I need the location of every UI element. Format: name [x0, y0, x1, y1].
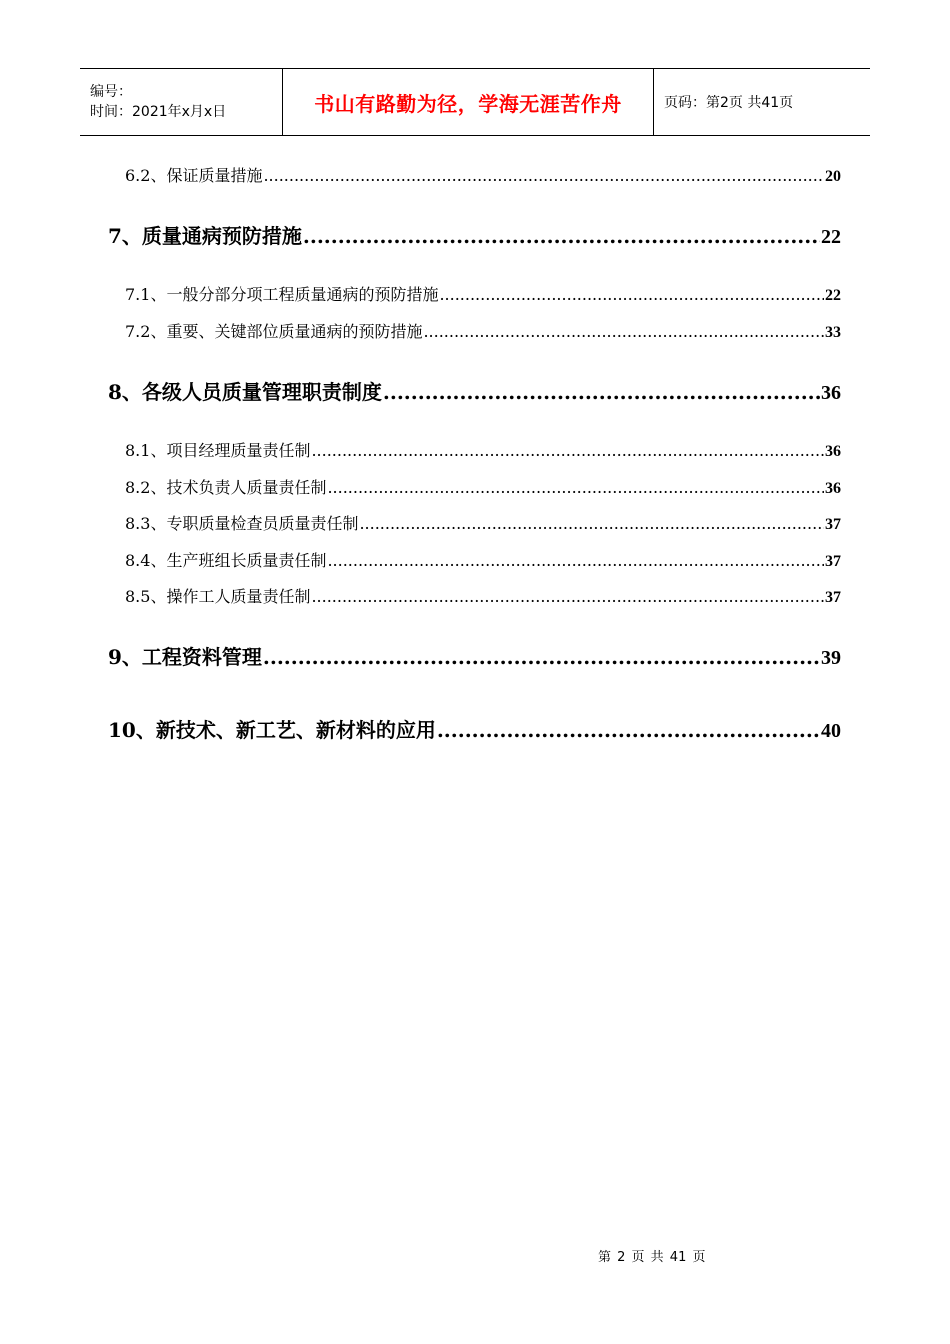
- toc-entry-title: 8.4、生产班组长质量责任制: [125, 551, 327, 570]
- toc-leader-dots: [439, 285, 824, 304]
- toc-entry-title: 7.1、一般分部分项工程质量通病的预防措施: [125, 285, 439, 304]
- toc-entry-title: 8.5、操作工人质量责任制: [125, 587, 311, 606]
- toc-entry[interactable]: [125, 319, 841, 342]
- toc-leader-dots: [327, 478, 824, 497]
- toc-entry-title: 8.2、技术负责人质量责任制: [125, 478, 327, 497]
- toc-leader-dots: [311, 441, 824, 460]
- toc-entry-page: 22: [825, 287, 841, 304]
- toc-entry-page: 36: [825, 443, 841, 460]
- footer-page-number: 第 2 页 共 41 页: [598, 1250, 706, 1265]
- toc-entry[interactable]: [125, 438, 841, 461]
- toc-entry-page: 20: [825, 168, 841, 185]
- toc-leader-dots: [437, 718, 820, 742]
- toc-entry[interactable]: [108, 376, 841, 405]
- toc-entry-title: 6.2、保证质量措施: [125, 166, 263, 185]
- toc-entry-title: 7、质量通病预防措施: [108, 224, 302, 248]
- toc-entry-page: 33: [825, 324, 841, 341]
- toc-leader-dots: [311, 587, 824, 606]
- toc-entry-page: 37: [825, 589, 841, 606]
- header-motto: [282, 69, 654, 135]
- toc-entry[interactable]: [108, 714, 841, 743]
- toc-entry-page: 39: [821, 647, 841, 669]
- toc-entry-title: 8.3、专职质量检查员质量责任制: [125, 514, 359, 533]
- page-header: [80, 68, 870, 136]
- toc-entry-page: 36: [825, 480, 841, 497]
- page-info-text: 页码：第2页 共41页: [664, 95, 794, 111]
- toc-leader-dots: [383, 380, 820, 404]
- toc-leader-dots: [303, 224, 820, 248]
- toc-entry[interactable]: [125, 475, 841, 498]
- toc-entry-title: 7.2、重要、关键部位质量通病的预防措施: [125, 322, 423, 341]
- toc-leader-dots: [423, 322, 824, 341]
- toc-entry[interactable]: [108, 641, 841, 670]
- toc-entry-title: 10、新技术、新工艺、新材料的应用: [108, 718, 436, 742]
- toc-entry[interactable]: [125, 548, 841, 571]
- toc-entry[interactable]: [125, 511, 841, 534]
- toc-entry[interactable]: [108, 220, 841, 249]
- toc-entry-title: 8、各级人员质量管理职责制度: [108, 380, 382, 404]
- toc-leader-dots: [327, 551, 824, 570]
- toc-entry-page: 22: [821, 226, 841, 248]
- document-date: 时间：2021年x月x日: [90, 104, 227, 120]
- document-number-label: 编号：: [90, 84, 132, 100]
- toc-entry-page: 37: [825, 516, 841, 533]
- toc-leader-dots: [359, 514, 824, 533]
- header-page-info: [654, 69, 870, 135]
- toc-leader-dots: [263, 166, 824, 185]
- motto-text: 书山有路勤为径，学海无涯苦作舟: [314, 91, 622, 116]
- toc-entry-title: 9、工程资料管理: [108, 645, 262, 669]
- toc-entry-page: 40: [821, 720, 841, 742]
- toc-entry-page: 37: [825, 553, 841, 570]
- toc-entry[interactable]: [125, 282, 841, 305]
- toc-entry[interactable]: [125, 584, 841, 607]
- toc-leader-dots: [263, 645, 820, 669]
- header-meta: [80, 69, 282, 135]
- toc-entry-page: 36: [821, 382, 841, 404]
- page-footer: [598, 1246, 705, 1265]
- toc-entry[interactable]: [125, 163, 841, 186]
- toc-entry-title: 8.1、项目经理质量责任制: [125, 441, 311, 460]
